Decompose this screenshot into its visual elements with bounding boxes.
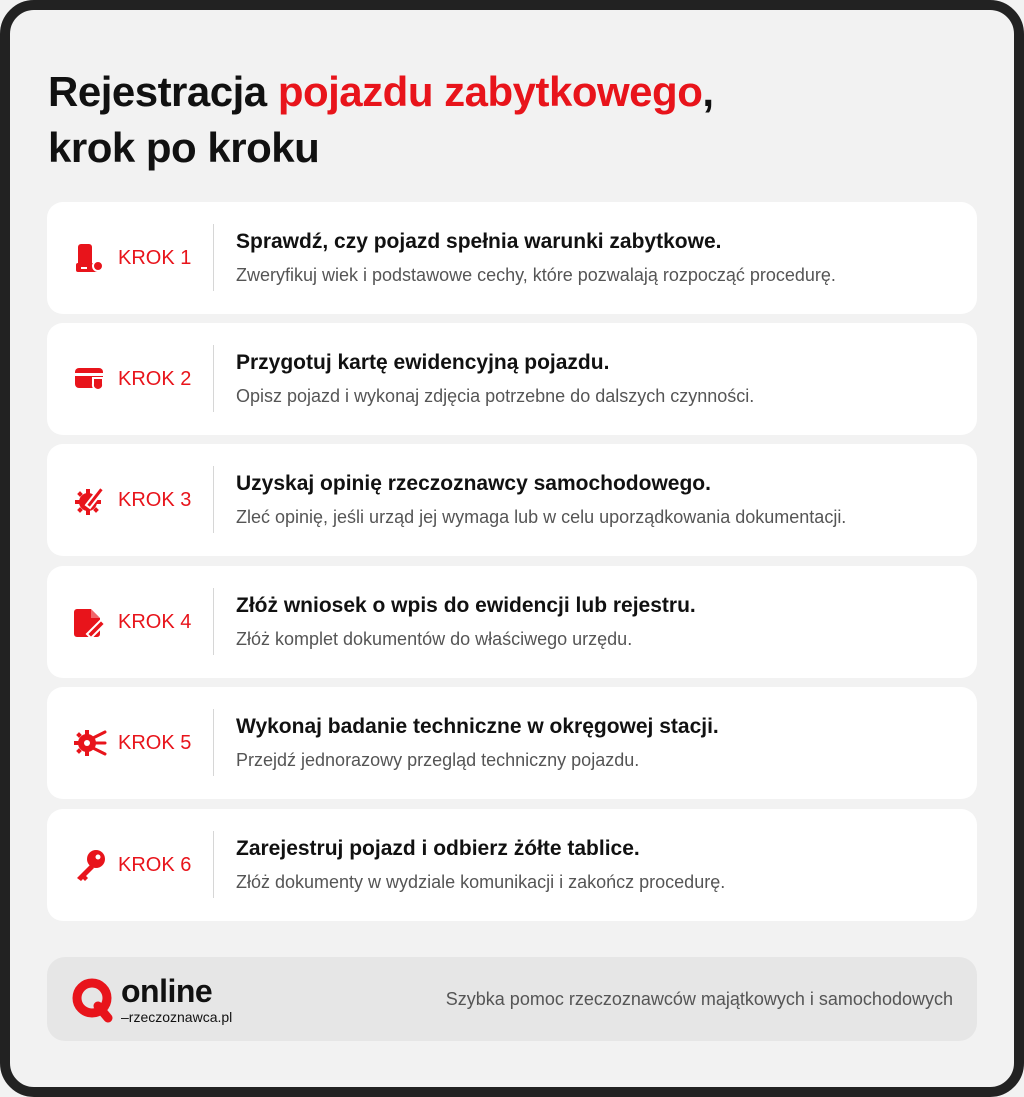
brand-logo [71,973,261,1029]
step-title: Uzyskaj opinię rzeczoznawcy samochodowego. [236,472,711,495]
step-label: KROK 5 [118,732,192,754]
step-card-4 [47,566,977,678]
divider [213,345,214,412]
step-description: Złóż komplet dokumentów do właściwego urzędu. [236,629,633,649]
step-title: Zarejestruj pojazd i odbierz żółte tablice. [236,837,640,860]
gear-pen-icon [73,483,107,517]
footer-tagline: Szybka pomoc rzeczoznawców majątkowych i samochodowych [445,989,953,1009]
logo-wordmark: online [121,973,213,1009]
technical-inspection-icon [73,726,107,760]
footer-bar [47,957,977,1041]
step-card-5 [47,687,977,799]
page-title [48,64,714,176]
step-description: Złóż dokumenty w wydziale komunikacji i zakończ procedurę. [236,872,726,892]
vehicle-document-icon [73,241,107,275]
step-label: KROK 6 [118,854,192,876]
divider [213,224,214,291]
step-description: Opisz pojazd i wykonaj zdjęcia potrzebne do dalszych czynności. [236,386,755,406]
step-description: Zweryfikuj wiek i podstawowe cechy, które pozwalają rozpocząć procedurę. [236,265,836,285]
step-label: KROK 3 [118,489,192,511]
step-card-3 [47,444,977,556]
divider [213,831,214,898]
document-edit-icon [73,605,107,639]
step-label: KROK 2 [118,368,192,390]
step-title: Sprawdź, czy pojazd spełnia warunki zabytkowe. [236,230,722,253]
logo-domain: –rzeczoznawca.pl [121,1009,233,1025]
step-label: KROK 1 [118,247,192,269]
id-card-icon [73,362,107,396]
title-line2: krok po kroku [48,124,320,171]
divider [213,466,214,533]
step-description: Przejdź jednorazowy przegląd techniczny pojazdu. [236,750,640,770]
step-title: Przygotuj kartę ewidencyjną pojazdu. [236,351,610,374]
step-card-1 [47,202,977,314]
key-icon [73,848,107,882]
step-card-6 [47,809,977,921]
logo-mark-icon [71,977,115,1023]
title-accent: pojazdu zabytkowego [277,68,703,115]
title-part1: Rejestracja [48,68,278,115]
divider [213,709,214,776]
divider [213,588,214,655]
step-label: KROK 4 [118,611,192,633]
step-title: Wykonaj badanie techniczne w okręgowej stacji. [236,715,719,738]
title-part2: , [702,68,714,115]
step-card-2 [47,323,977,435]
step-description: Zleć opinię, jeśli urząd jej wymaga lub w celu uporządkowania dokumentacji. [236,507,847,527]
step-title: Złóż wniosek o wpis do ewidencji lub rejestru. [236,594,696,617]
